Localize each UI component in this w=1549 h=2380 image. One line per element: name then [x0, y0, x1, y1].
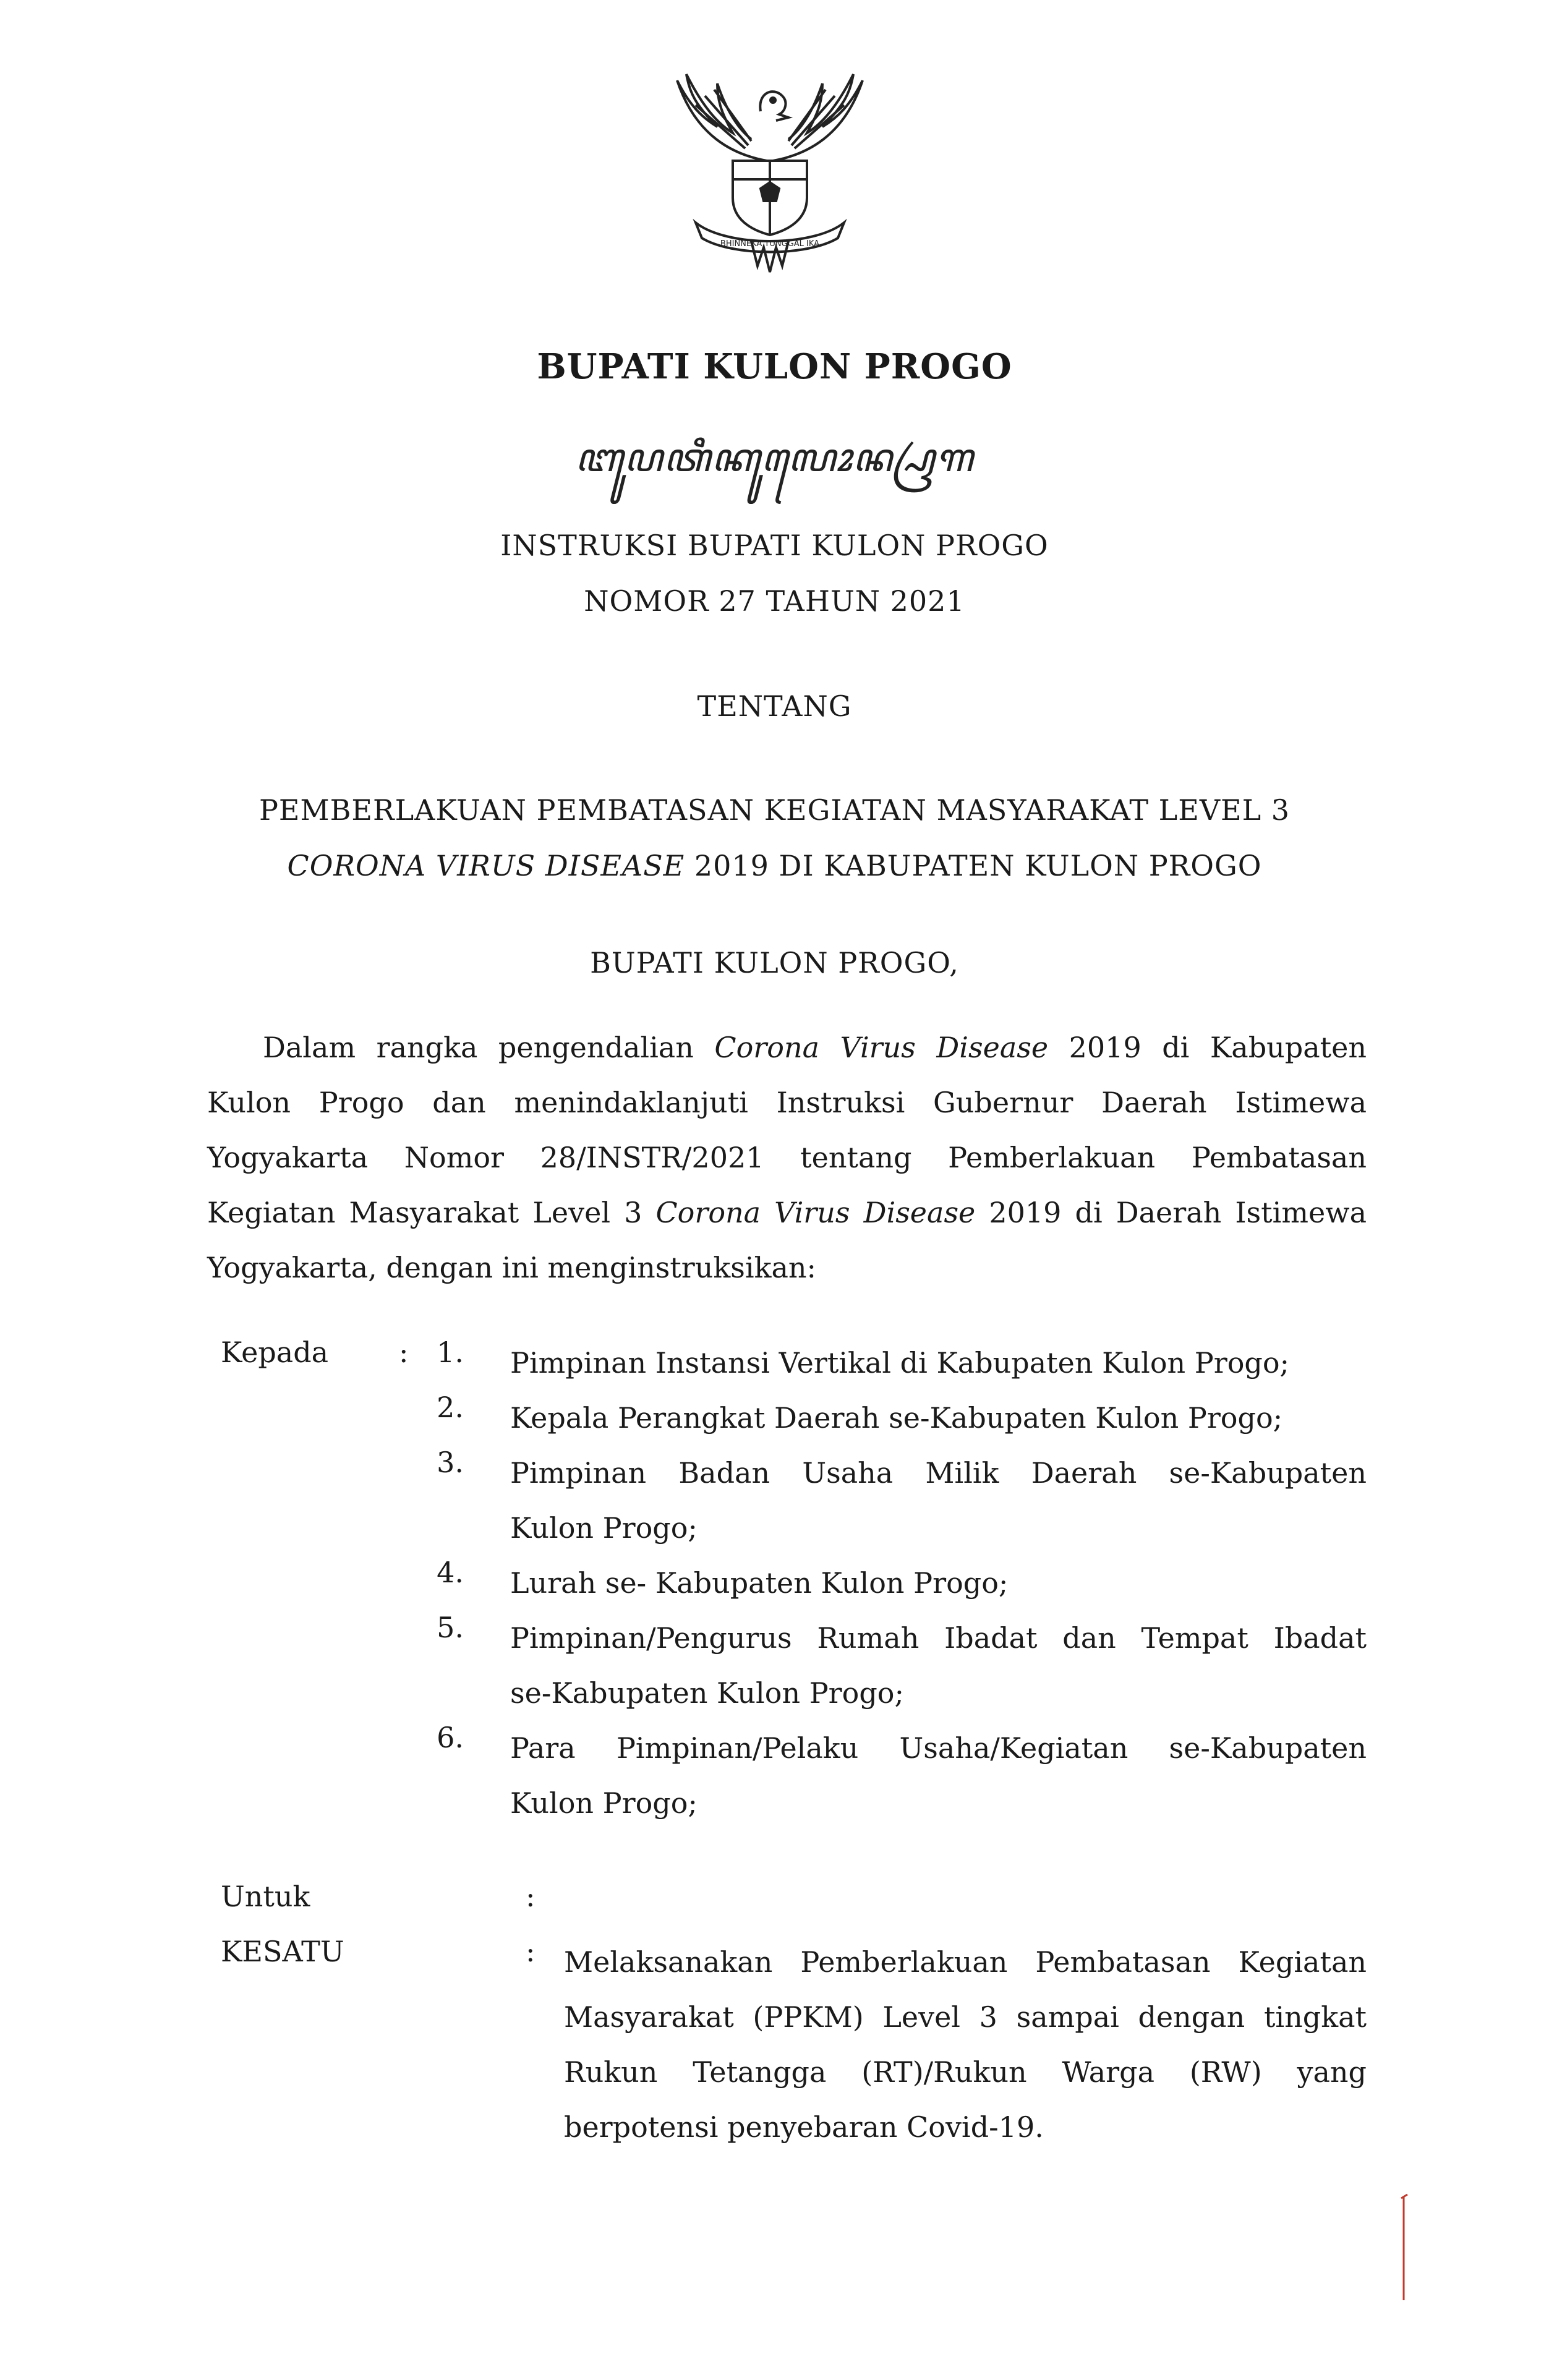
list-item-4: Lurah se- Kabupaten Kulon Progo;	[510, 1566, 1009, 1600]
garuda-emblem-icon	[659, 68, 881, 284]
document-number: NOMOR 27 TAHUN 2021	[584, 584, 965, 618]
list-item-1: Pimpinan Instansi Vertikal di Kabupaten Kulon Progo;	[510, 1346, 1290, 1380]
document-type: INSTRUKSI BUPATI KULON PROGO	[500, 529, 1049, 562]
list-number-4: 4.	[437, 1556, 464, 1589]
about-heading: TENTANG	[697, 689, 852, 723]
preamble-line-4: Kegiatan Masyarakat Level 3 Corona Virus Disease 2019 di Daerah Istimewa	[207, 1196, 1367, 1229]
list-number-2: 2.	[437, 1391, 464, 1424]
list-item-6: Para Pimpinan/Pelaku Usaha/Kegiatan se-Kabupaten Kulon Progo;	[510, 1731, 1367, 1820]
issuer-title: BUPATI KULON PROGO	[537, 346, 1012, 387]
issuer-name: BUPATI KULON PROGO,	[590, 946, 959, 979]
pen-mark-icon	[1396, 2192, 1415, 2303]
kesatu-colon: :	[526, 1935, 536, 1968]
subject-line-2: CORONA VIRUS DISEASE 2019 DI KABUPATEN KULON PROGO	[287, 849, 1262, 882]
kepada-label: Kepada	[221, 1336, 329, 1369]
kesatu-text: Melaksanakan Pemberlakuan Pembatasan Kegiatan Masyarakat (PPKM) Level 3 sampai dengan tingkat Rukun Tetangga (RT)/Rukun Warga (RW) yang berpotensi penyebaran Covid-19.	[564, 1945, 1367, 2144]
preamble-line-1: Dalam rangka pengendalian Corona Virus Disease 2019 di Kabupaten	[263, 1031, 1367, 1064]
kepada-colon: :	[399, 1336, 409, 1369]
list-item-5: Pimpinan/Pengurus Rumah Ibadat dan Tempat Ibadat se-Kabupaten Kulon Progo;	[510, 1621, 1367, 1710]
preamble-paragraph	[207, 1020, 1367, 1295]
javanese-script-title: ꦧꦸꦥꦠꦶꦏꦸꦭꦺꦴꦤ꧀ꦥꦿꦒ	[575, 435, 974, 481]
list-number-1: 1.	[437, 1336, 464, 1369]
untuk-colon: :	[526, 1880, 536, 1913]
list-number-6: 6.	[437, 1721, 464, 1754]
untuk-label: Untuk	[221, 1880, 310, 1913]
svg-text:BHINNEKA TUNGGAL IKA: BHINNEKA TUNGGAL IKA	[720, 239, 820, 249]
preamble-line-5: Yogyakarta, dengan ini menginstruksikan:	[207, 1251, 817, 1284]
kesatu-label: KESATU	[221, 1935, 344, 1968]
preamble-line-2: Kulon Progo dan menindaklanjuti Instruksi Gubernur Daerah Istimewa	[207, 1086, 1367, 1119]
list-number-3: 3.	[437, 1446, 464, 1479]
subject-line-1: PEMBERLAKUAN PEMBATASAN KEGIATAN MASYARAKAT LEVEL 3	[258, 793, 1291, 827]
list-item-2: Kepala Perangkat Daerah se-Kabupaten Kulon Progo;	[510, 1401, 1283, 1435]
preamble-line-3: Yogyakarta Nomor 28/INSTR/2021 tentang Pemberlakuan Pembatasan	[207, 1141, 1367, 1174]
list-number-5: 5.	[437, 1611, 464, 1644]
list-item-3: Pimpinan Badan Usaha Milik Daerah se-Kabupaten Kulon Progo;	[510, 1456, 1367, 1545]
